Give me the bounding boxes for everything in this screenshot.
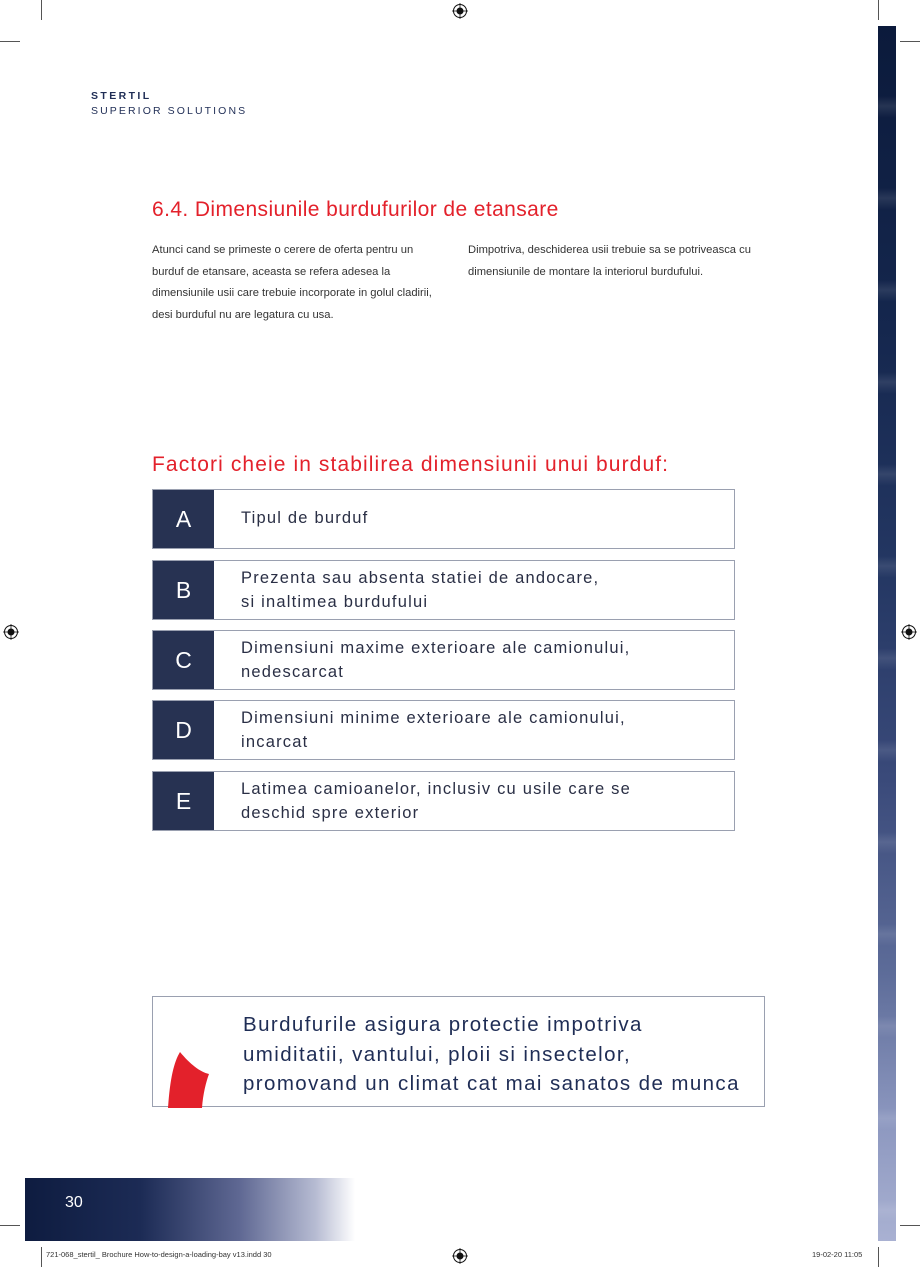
print-slug-date: 19-02-20 11:05 [812, 1250, 863, 1259]
quote-text [243, 1010, 763, 1099]
factor-letter: D [153, 701, 214, 759]
factor-letter: B [153, 561, 214, 619]
crop-mark [878, 1247, 879, 1267]
factor-letter: C [153, 631, 214, 689]
paragraph-right: Dimpotriva, deschiderea usii trebuie sa se potriveasca cu dimensiunile de montare la interiorul burdufului. [468, 244, 751, 278]
crop-mark [900, 41, 920, 42]
factor-text [214, 631, 734, 689]
crop-mark [900, 1225, 920, 1226]
factor-row-d [152, 700, 735, 760]
crop-mark [41, 0, 42, 20]
quote-line: Burdufurile asigura protectie impotriva [243, 1013, 643, 1036]
factor-line: Dimensiuni maxime exterioare ale camionului, [241, 639, 631, 657]
factor-text [214, 561, 734, 619]
registration-mark-icon [452, 3, 468, 19]
crop-mark [878, 0, 879, 20]
registration-mark-icon [901, 624, 917, 640]
factor-text [214, 490, 734, 548]
decorative-side-bar [878, 26, 896, 1241]
crop-mark [0, 41, 20, 42]
factor-text [214, 772, 734, 830]
quote-line: umiditatii, vantului, ploii si insectelor, [243, 1042, 632, 1066]
factor-line: Dimensiuni minime exterioare ale camionului, [241, 709, 626, 727]
factor-row-a [152, 489, 735, 549]
page-number: 30 [65, 1194, 83, 1211]
factor-line: incarcat [241, 733, 309, 751]
factors-title: Factori cheie in stabilirea dimensiunii unui burduf: [152, 453, 670, 476]
print-slug-file: 721-068_stertil_ Brochure How-to-design-a-loading-bay v13.indd 30 [46, 1250, 272, 1259]
registration-mark-icon [3, 624, 19, 640]
quote-accent-icon [166, 1052, 210, 1108]
paragraph-left: Atunci cand se primeste o cerere de oferta pentru un burduf de etansare, aceasta se refera adesea la dimensiunile usii care trebuie incorporate in golul cladirii, desi burduful nu are legatura cu usa. [152, 244, 432, 321]
registration-mark-icon [452, 1248, 468, 1264]
factor-line: Latimea camioanelor, inclusiv cu usile care se [241, 780, 631, 798]
factor-line: nedescarcat [241, 663, 345, 681]
factor-row-e [152, 771, 735, 831]
section-title: 6.4. Dimensiunile burdufurilor de etansare [152, 198, 559, 221]
factor-line: Prezenta sau absenta statiei de andocare, [241, 569, 600, 587]
factor-line: si inaltimea burdufului [241, 593, 429, 611]
factor-line: deschid spre exterior [241, 804, 420, 822]
factor-letter: A [153, 490, 214, 548]
factor-row-c [152, 630, 735, 690]
quote-line: promovand un climat cat mai sanatos de munca [243, 1072, 740, 1095]
brand-tagline: SUPERIOR SOLUTIONS [91, 105, 248, 117]
factor-letter: E [153, 772, 214, 830]
factor-line: Tipul de burduf [241, 509, 369, 527]
factor-text [214, 701, 734, 759]
brand-name: STERTIL [91, 90, 152, 102]
factor-row-b [152, 560, 735, 620]
crop-mark [0, 1225, 20, 1226]
crop-mark [41, 1247, 42, 1267]
